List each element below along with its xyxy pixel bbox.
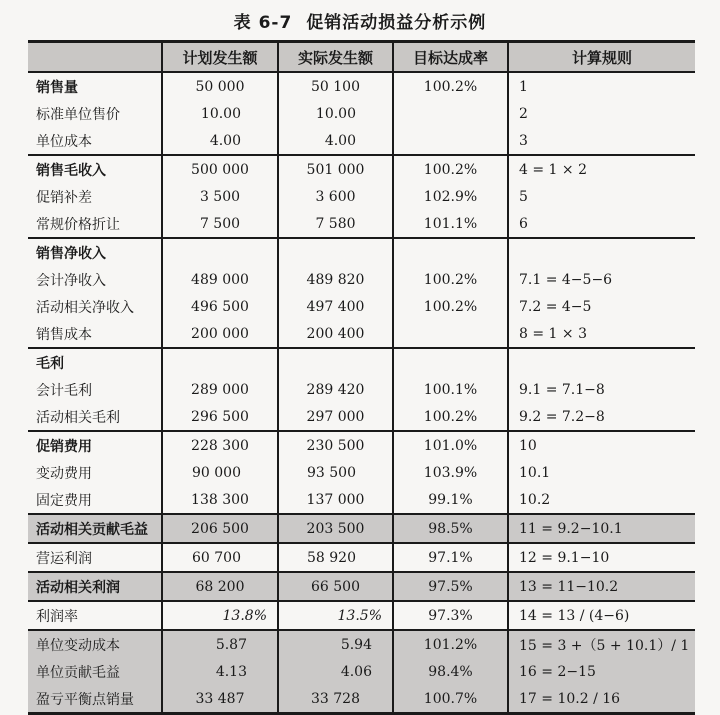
rule-value: 11 = 9.2−10.1 <box>508 514 695 543</box>
planned-value: 10.00 <box>162 100 278 127</box>
rate-value: 97.5% <box>393 572 508 601</box>
rate-value: 100.2% <box>393 72 508 100</box>
table-row <box>28 431 695 459</box>
actual-value: 203 500 <box>278 514 393 543</box>
rule-value: 9.1 = 7.1−8 <box>519 381 605 398</box>
row-label: 单位贡献毛益 <box>28 658 162 685</box>
header-rate: 目标达成率 <box>393 42 508 73</box>
actual-value: 137 000 <box>278 486 393 514</box>
rule-value: 9.2 = 7.2−8 <box>508 403 695 431</box>
rate-value <box>393 348 508 376</box>
rate-value <box>393 238 508 266</box>
table-row <box>28 293 695 320</box>
planned-value: 5.87 <box>162 630 278 658</box>
actual-value: 497 400 <box>278 293 393 320</box>
actual-value: 7 580 <box>278 210 393 238</box>
rate-value: 100.7% <box>393 685 508 714</box>
planned-value: 68 200 <box>162 572 278 601</box>
actual-value: 200 400 <box>278 320 393 348</box>
header-row <box>28 42 695 73</box>
row-label: 标准单位售价 <box>28 100 162 127</box>
rate-value: 102.9% <box>393 183 508 210</box>
table-row <box>28 183 695 210</box>
table-row <box>28 155 695 183</box>
actual-value: 10.00 <box>278 100 393 127</box>
rule-value: 10 <box>519 437 537 454</box>
table-row <box>28 100 695 127</box>
actual-value: 4.00 <box>278 127 393 155</box>
rate-value: 98.4% <box>393 658 508 685</box>
planned-value: 60 700 <box>162 543 278 572</box>
actual-value: 230 500 <box>278 431 393 459</box>
row-label: 销售毛收入 <box>28 155 162 183</box>
table-row <box>28 601 695 630</box>
actual-value: 33 728 <box>278 685 393 714</box>
planned-value: 500 000 <box>162 155 278 183</box>
row-label: 毛利 <box>28 348 162 376</box>
rate-value: 103.9% <box>393 459 508 486</box>
actual-value: 58 920 <box>278 543 393 572</box>
table-row <box>28 210 695 238</box>
table-title: 促销活动损益分析示例 <box>306 13 487 33</box>
rate-value: 100.2% <box>393 293 508 320</box>
table-row <box>28 543 695 572</box>
table-row <box>28 514 695 543</box>
rule-value: 4 = 1 × 2 <box>519 161 587 178</box>
table-row <box>28 658 695 685</box>
rate-value: 101.0% <box>393 431 508 459</box>
planned-value: 4.13 <box>162 658 278 685</box>
planned-value: 289 000 <box>162 376 278 403</box>
rule-value: 15 = 3 +（5 + 10.1）/ 1 <box>508 630 695 658</box>
table-row <box>28 685 695 714</box>
table-row <box>28 486 695 514</box>
actual-value: 66 500 <box>278 572 393 601</box>
row-label: 营运利润 <box>28 543 162 572</box>
actual-value: 489 820 <box>278 266 393 293</box>
row-label: 活动相关贡献毛益 <box>28 514 162 543</box>
planned-value <box>162 348 278 376</box>
planned-value: 3 500 <box>162 183 278 210</box>
header-planned: 计划发生额 <box>162 42 278 73</box>
rule-value: 12 = 9.1−10 <box>508 543 695 572</box>
header-actual: 实际发生额 <box>278 42 393 73</box>
rule-value: 7.1 = 4−5−6 <box>519 271 613 288</box>
actual-value: 93 500 <box>278 459 393 486</box>
rate-value: 99.1% <box>393 486 508 514</box>
row-label: 单位变动成本 <box>28 630 162 658</box>
row-label: 活动相关净收入 <box>28 293 162 320</box>
planned-value: 13.8% <box>162 601 278 630</box>
table-caption <box>0 8 720 33</box>
actual-value: 501 000 <box>278 155 393 183</box>
table-row <box>28 459 695 486</box>
planned-value: 90 000 <box>162 459 278 486</box>
rule-value <box>508 348 695 376</box>
rule-value: 1 <box>519 78 528 95</box>
rate-value <box>393 127 508 155</box>
actual-value: 50 100 <box>278 72 393 100</box>
planned-value: 4.00 <box>162 127 278 155</box>
planned-value: 228 300 <box>162 431 278 459</box>
planned-value <box>162 238 278 266</box>
table-row <box>28 320 695 348</box>
rate-value: 98.5% <box>393 514 508 543</box>
row-label: 盈亏平衡点销量 <box>28 685 162 714</box>
rule-value: 17 = 10.2 / 16 <box>508 685 695 714</box>
table-row <box>28 403 695 431</box>
planned-value: 496 500 <box>162 293 278 320</box>
table-row <box>28 348 695 376</box>
row-label: 销售量 <box>28 72 162 100</box>
rule-value: 2 <box>519 105 528 122</box>
row-label: 固定费用 <box>28 486 162 514</box>
planned-value: 33 487 <box>162 685 278 714</box>
table-row <box>28 238 695 266</box>
rate-value: 97.3% <box>393 601 508 630</box>
table-row <box>28 376 695 403</box>
rate-value: 100.2% <box>393 266 508 293</box>
rule-value: 8 = 1 × 3 <box>508 320 695 348</box>
planned-value: 206 500 <box>162 514 278 543</box>
row-label: 活动相关毛利 <box>28 403 162 431</box>
row-label: 会计净收入 <box>28 266 162 293</box>
actual-value: 13.5% <box>278 601 393 630</box>
rule-value: 6 <box>508 210 695 238</box>
planned-value: 138 300 <box>162 486 278 514</box>
actual-value: 297 000 <box>278 403 393 431</box>
rate-value <box>393 100 508 127</box>
row-label: 活动相关利润 <box>28 572 162 601</box>
row-label: 销售成本 <box>28 320 162 348</box>
row-label: 促销费用 <box>28 431 162 459</box>
row-label: 促销补差 <box>28 183 162 210</box>
rate-value: 100.2% <box>393 403 508 431</box>
rate-value: 101.2% <box>393 630 508 658</box>
rule-value: 16 = 2−15 <box>508 658 695 685</box>
row-label: 会计毛利 <box>28 376 162 403</box>
row-label: 变动费用 <box>28 459 162 486</box>
planned-value: 50 000 <box>162 72 278 100</box>
row-label: 单位成本 <box>28 127 162 155</box>
actual-value <box>278 348 393 376</box>
rate-value: 101.1% <box>393 210 508 238</box>
rule-value: 7.2 = 4−5 <box>519 298 592 315</box>
planned-value: 200 000 <box>162 320 278 348</box>
rate-value <box>393 320 508 348</box>
planned-value: 296 500 <box>162 403 278 431</box>
actual-value <box>278 238 393 266</box>
table-number: 表 6-7 <box>233 13 293 33</box>
row-label: 利润率 <box>28 601 162 630</box>
rule-value: 10.1 <box>519 464 551 481</box>
rule-value <box>508 238 695 266</box>
rule-value: 13 = 11−10.2 <box>508 572 695 601</box>
table-row <box>28 572 695 601</box>
actual-value: 3 600 <box>278 183 393 210</box>
table-row <box>28 72 695 100</box>
rule-value: 14 = 13 / (4−6) <box>508 601 695 630</box>
rate-value: 100.1% <box>393 376 508 403</box>
rule-value: 10.2 <box>508 486 695 514</box>
header-item <box>28 42 162 73</box>
table-row <box>28 630 695 658</box>
actual-value: 289 420 <box>278 376 393 403</box>
actual-value: 5.94 <box>278 630 393 658</box>
rule-value: 3 <box>508 127 695 155</box>
header-rule: 计算规则 <box>508 42 695 73</box>
planned-value: 7 500 <box>162 210 278 238</box>
planned-value: 489 000 <box>162 266 278 293</box>
rate-value: 100.2% <box>393 155 508 183</box>
row-label: 常规价格折让 <box>28 210 162 238</box>
table-row <box>28 266 695 293</box>
rule-value: 5 <box>519 188 528 205</box>
row-label: 销售净收入 <box>28 238 162 266</box>
rate-value: 97.1% <box>393 543 508 572</box>
actual-value: 4.06 <box>278 658 393 685</box>
promotion-profit-table <box>28 40 695 715</box>
table-row <box>28 127 695 155</box>
